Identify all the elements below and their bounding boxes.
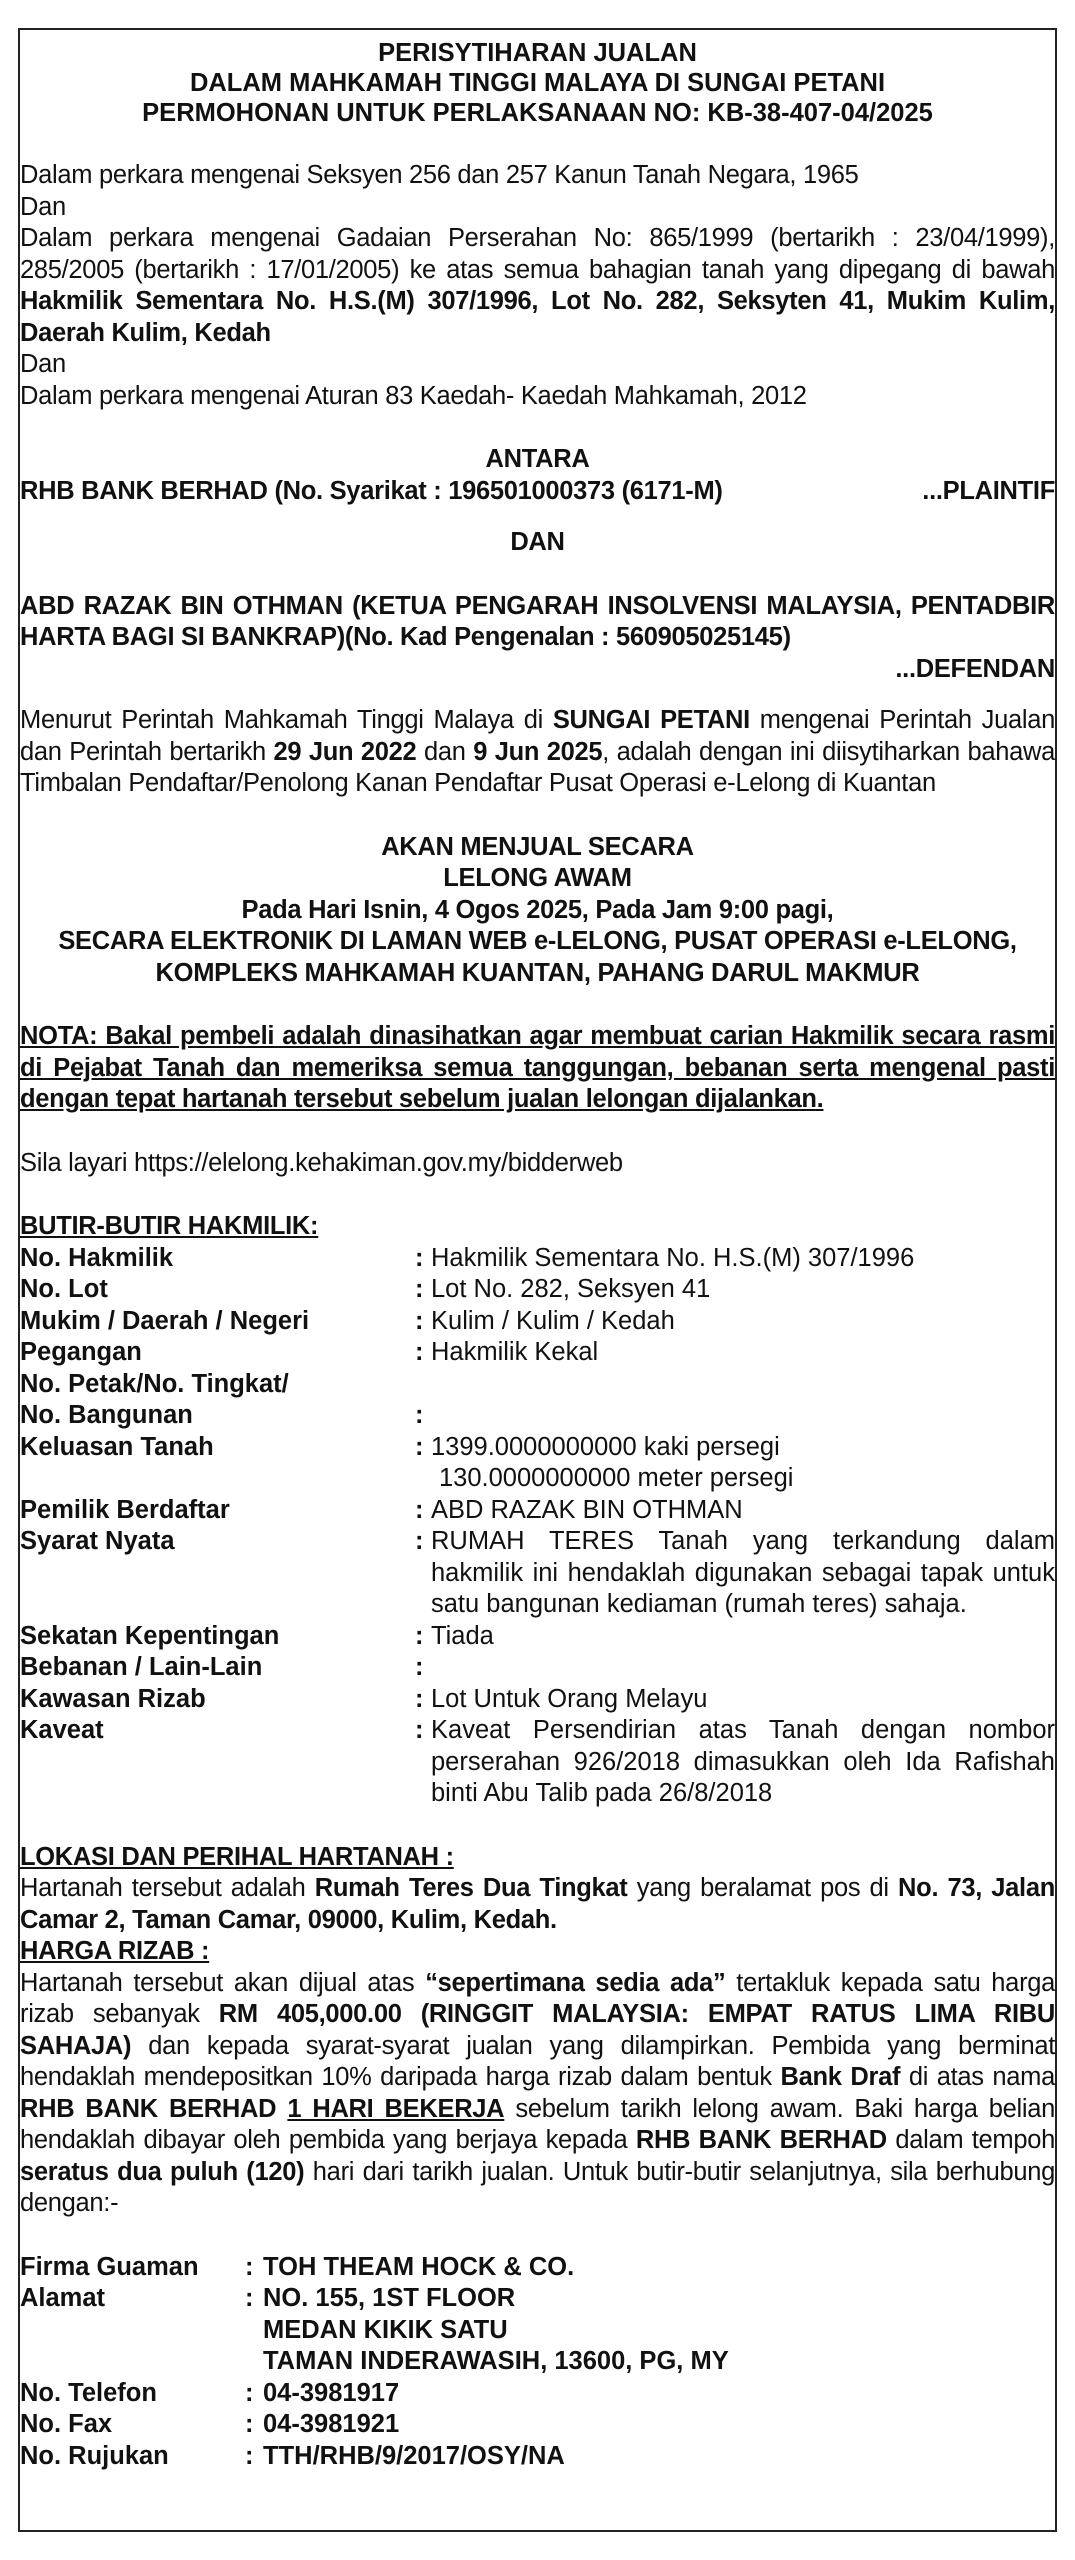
matter-dan-1: Dan [20,192,66,221]
defendant-name: ABD RAZAK BIN OTHMAN (KETUA PENGARAH INSOLVENSI MALAYSIA, PENTADBIR HARTA BAGI SI BANKRAP)(No. Kad Pengenalan : 560905025145) [20,591,1055,651]
matter-1: Dalam perkara mengenai Seksyen 256 dan 257 Kanun Tanah Negara, 1965 [20,161,859,189]
title-detail-row: Kawasan Rizab : Lot Untuk Orang Melayu [20,1684,708,1713]
title-detail-row: Keluasan Tanah : 1399.0000000000 kaki persegi 130.0000000000 meter persegi [20,1432,794,1492]
title-detail-row: No. Petak/No. Tingkat/ [20,1369,289,1398]
auction-line-2: LELONG AWAM [443,864,632,892]
order-paragraph: Menurut Perintah Mahkamah Tinggi Malaya di SUNGAI PETANI mengenai Perintah Jualan dan Perintah bertarikh 29 Jun 2022 dan 9 Jun 2025, adalah dengan ini diisytiharkan bahawa Timbalan Pendaftar/Penolong Kanan Pendaftar Pusat Operasi e-Lelong di Kuantan [20,706,1056,797]
title-detail-row: Sekatan Kepentingan : Tiada [20,1621,494,1650]
plaintiff-role: ...PLAINTIF [922,476,1055,505]
header-title: PERISYTIHARAN JUALAN [378,39,697,67]
sale-notice [18,28,1057,2532]
title-detail-row: No. Hakmilik : Hakmilik Sementara No. H.S.(M) 307/1996 [20,1243,915,1272]
location-paragraph: Hartanah tersebut adalah Rumah Teres Dua Tingkat yang beralamat pos di No. 73, Jalan Camar 2, Taman Camar, 09000, Kulim, Kedah. [20,1874,1055,1934]
title-details-heading: BUTIR-BUTIR HAKMILIK: [20,1212,319,1240]
auction-venue-2: KOMPLEKS MAHKAMAH KUANTAN, PAHANG DARUL MAKMUR [155,958,920,987]
title-detail-row: No. Lot : Lot No. 282, Seksyen 41 [20,1275,711,1303]
antara-label: ANTARA [485,445,590,473]
defendant-role: ...DEFENDAN [895,654,1055,683]
title-detail-row: Pegangan : Hakmilik Kekal [20,1338,599,1366]
contact-ref-row: No. Rujukan : TTH/RHB/9/2017/OSY/NA [20,2441,565,2470]
auction-block [20,832,1055,990]
title-detail-row: Bebanan / Lain-Lain : [20,1653,424,1681]
title-details-table [20,1243,1055,1810]
plaintiff-row [20,476,1055,508]
matter-dan-2: Dan [20,350,66,378]
plaintiff-name: RHB BANK BERHAD (No. Syarikat : 196501000373 (6171-M) [20,476,723,505]
contact-phone-row: No. Telefon : 04-3981917 [20,2378,400,2407]
title-detail-row: Syarat Nyata : RUMAH TERES Tanah yang terkandung dalam hakmilik ini hendaklah digunakan sebagai tapak untuk satu bangunan kediaman (rumah teres) sahaja. [20,1527,1055,1618]
reserve-heading: HARGA RIZAB : [20,1937,210,1965]
auction-venue-1: SECARA ELEKTRONIK DI LAMAN WEB e-LELONG, PUSAT OPERASI e-LELONG, [58,927,1017,955]
title-detail-row: Mukim / Daerah / Negeri : Kulim / Kulim / Kedah [20,1306,675,1335]
location-heading: LOKASI DAN PERIHAL HARTANAH : [20,1842,454,1871]
title-detail-row: Kaveat : Kaveat Persendirian atas Tanah dengan nombor perserahan 926/2018 dimasukkan oleh Ida Rafishah binti Abu Talib pada 26/8/2018 [20,1716,1055,1807]
dan-label: DAN [510,528,565,556]
contact-firm-row: Firma Guaman : TOH THEAM HOCK & CO. [20,2252,575,2281]
title-detail-row: Pemilik Berdaftar : ABD RAZAK BIN OTHMAN [20,1495,743,1524]
header-court: DALAM MAHKAMAH TINGGI MALAYA DI SUNGAI PETANI [189,69,886,97]
matter-3: Dalam perkara mengenai Aturan 83 Kaedah- Kaedah Mahkamah, 2012 [20,381,807,410]
contact-address-row: Alamat : NO. 155, 1ST FLOOR MEDAN KIKIK SATU TAMAN INDERAWASIH, 13600, PG, MY [20,2283,729,2378]
title-details-section [20,1211,1055,1810]
matters-section [20,160,1055,412]
location-section [20,1842,1055,2220]
contact-table [20,2252,729,2473]
contact-fax-row: No. Fax : 04-3981921 [20,2410,400,2438]
header-application-no: PERMOHONAN UNTUK PERLAKSANAAN NO: KB-38-407-04/2025 [142,99,933,127]
website-line: Sila layari https://elelong.kehakiman.gov.my/bidderweb [20,1148,623,1177]
parties-section [20,444,1055,685]
matter-2: Dalam perkara mengenai Gadaian Perserahan No: 865/1999 (bertarikh : 23/04/1999), 285/2005 (bertarikh : 17/01/2005) ke atas semua bahagian tanah yang dipegang di bawah Hakmilik Sementara No. H.S.(M) 307/1996, Lot No. 282, Seksyten 41, Mukim Kulim, Daerah Kulim, Kedah [20,224,1055,347]
notice-header [20,38,1055,128]
auction-line-1: AKAN MENJUAL SECARA [381,832,694,861]
reserve-paragraph: Hartanah tersebut akan dijual atas “sepertimana sedia ada” tertakluk kepada satu harga rizab sebanyak RM 405,000.00 (RINGGIT MALAYSIA: EMPAT RATUS LIMA RIBU SAHAJA) dan kepada syarat-syarat jualan yang dilampirkan. Pembida yang berminat hendaklah mendepositkan 10% daripada harga rizab dalam bentuk Bank Draf di atas nama RHB BANK BERHAD 1 HARI BEKERJA sebelum tarikh lelong awam. Baki harga belian hendaklah dibayar oleh pembida yang berjaya kepada RHB BANK BERHAD dalam tempoh seratus dua puluh (120) hari dari tarikh jualan. Untuk butir-butir selanjutnya, sila berhubung dengan:- [20,1968,1056,2217]
address-line-2: MEDAN KIKIK SATU [263,2315,508,2344]
nota-paragraph: NOTA: Bakal pembeli adalah dinasihatkan agar membuat carian Hakmilik secara rasmi di Pejabat Tanah dan memeriksa semua tanggungan, bebanan serta mengenal pasti dengan tepat hartanah tersebut sebelum jualan lelongan dijalankan. [20,1022,1055,1113]
address-line-1: NO. 155, 1ST FLOOR [263,2284,516,2312]
title-detail-row: No. Bangunan : [20,1401,424,1429]
auction-date: Pada Hari Isnin, 4 Ogos 2025, Pada Jam 9:00 pagi, [241,895,834,924]
address-line-3: TAMAN INDERAWASIH, 13600, PG, MY [263,2347,729,2375]
